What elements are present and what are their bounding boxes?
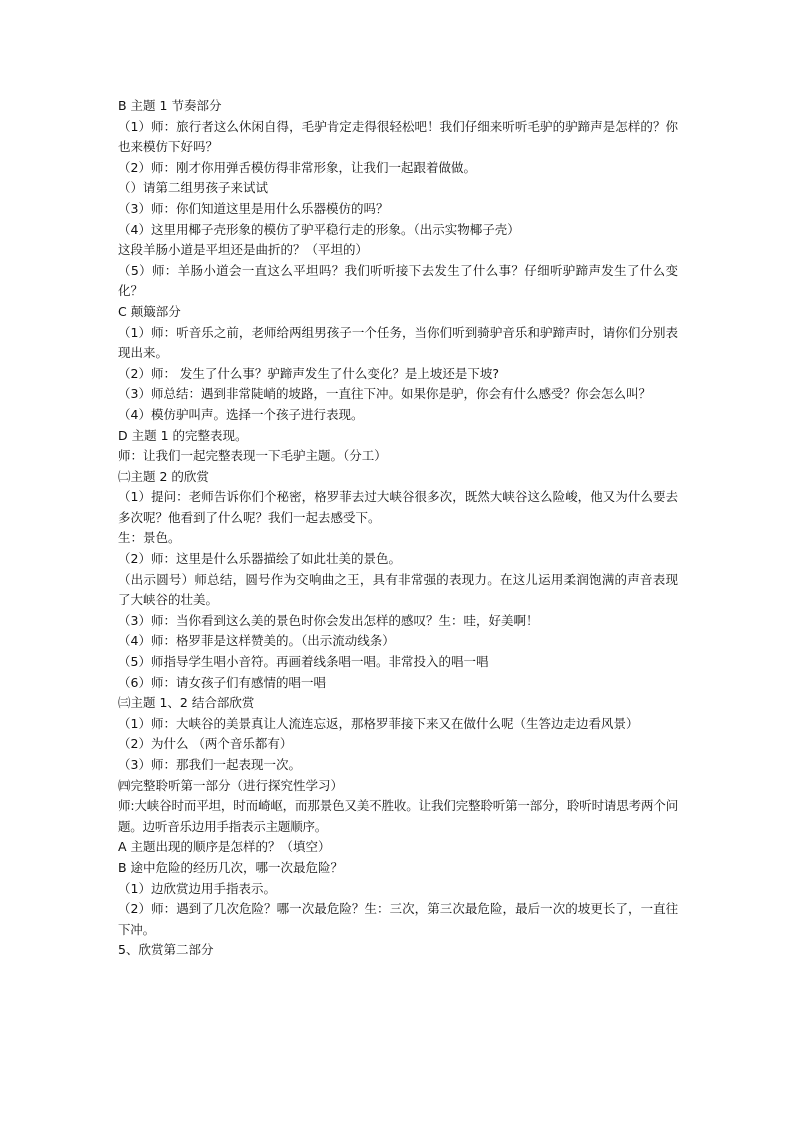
paragraph: A 主题出现的顺序是怎样的？（填空） [118, 839, 331, 855]
document-body [118, 96, 678, 961]
paragraph: （5）师指导学生唱小音符。再画着线条唱一唱。非常投入的唱一唱 [118, 654, 489, 670]
section-heading-c-bumpy: C 颠簸部分 [118, 303, 181, 319]
section-heading-full-listening: ㈣完整聆听第一部分（进行探究性学习） [118, 777, 344, 793]
paragraph: （2）师：刚才你用弹舌模仿得非常形象，让我们一起跟着做做。 [118, 159, 476, 175]
paragraph: （3）师总结：遇到非常陡峭的坡路，一直往下冲。如果你是驴，你会有什么感受？你会怎么叫？ [118, 386, 651, 402]
paragraph: （4）这里用椰子壳形象的模仿了驴平稳行走的形象。（出示实物椰子壳） [118, 221, 520, 237]
section-heading-theme2: ㈡主题 2 的欣赏 [118, 468, 209, 484]
paragraph: B 途中危险的经历几次，哪一次最危险？ [118, 859, 344, 875]
paragraph: （1）师：听音乐之前，老师给两组男孩子一个任务，当你们听到骑驴音乐和驴蹄声时，请你们分别表现出来。 [118, 324, 678, 361]
paragraph: （4）模仿驴叫声。选择一个孩子进行表现。 [118, 406, 364, 422]
paragraph: （1）提问：老师告诉你们个秘密，格罗菲去过大峡谷很多次，既然大峡谷这么险峻，他又为什么要去多次呢？他看到了什么呢？我们一起去感受下。 [118, 489, 678, 525]
paragraph: （1）师：旅行者这么休闲自得，毛驴肯定走得很轻松吧！我们仔细来听听毛驴的驴蹄声是怎样的？你也来模仿下好吗？ [118, 118, 678, 155]
paragraph: （2）师：这里是什么乐器描绘了如此壮美的景色。 [118, 551, 401, 567]
paragraph: （）请第二组男孩子来试试 [118, 180, 269, 196]
section-heading-theme1-2-combined: ㈢主题 1、2 结合部欣赏 [118, 695, 255, 711]
paragraph: （1）师：大峡谷的美景真让人流连忘返，那格罗菲接下来又在做什么呢（生答边走边看风景） [118, 715, 639, 731]
paragraph: （5）师：羊肠小道会一直这么平坦吗？我们听听接下去发生了什么事？仔细听驴蹄声发生了什么变化？ [118, 262, 678, 299]
paragraph: 师：让我们一起完整表现一下毛驴主题。（分工） [118, 448, 387, 464]
paragraph: （3）师：那我们一起表现一次。 [118, 757, 301, 772]
paragraph: （6）师：请女孩子们有感情的唱一唱 [118, 674, 326, 690]
paragraph: 这段羊肠小道是平坦还是曲折的？（平坦的） [118, 242, 369, 258]
paragraph: 师:大峡谷时而平坦，时而崎岖，而那景色又美不胜收。让我们完整聆听第一部分，聆听时请思考两个问题。边听音乐边用手指表示主题顺序。 [118, 798, 678, 834]
paragraph: （3）师：当你看到这么美的景色时你会发出怎样的感叹？生：哇，好美啊！ [118, 612, 539, 628]
paragraph: （出示圆号）师总结，圆号作为交响曲之王，具有非常强的表现力。在这儿运用柔润饱满的声音表现了大峡谷的壮美。 [118, 571, 678, 608]
paragraph: （2）师： 发生了什么事？驴蹄声发生了什么变化？是上坡还是下坡? [118, 365, 500, 381]
paragraph: （1）边欣赏边用手指表示。 [118, 880, 276, 896]
section-heading-d-theme1-full: D 主题 1 的完整表现。 [118, 427, 248, 443]
paragraph: （2）为什么 （两个音乐都有） [118, 736, 293, 752]
paragraph: （3）师：你们知道这里是用什么乐器模仿的吗？ [118, 200, 389, 216]
section-heading-b-theme1-rhythm: B 主题 1 节奏部分 [118, 98, 222, 113]
section-heading-part2: 5、欣赏第二部分 [118, 942, 214, 958]
paragraph: （4）师：格罗菲是这样赞美的。（出示流动线条） [118, 633, 395, 649]
paragraph: （2）师：遇到了几次危险？哪一次最危险？生：三次，第三次最危险，最后一次的坡更长了，一直往下冲。 [118, 901, 678, 937]
paragraph: 生：景色。 [118, 530, 181, 546]
